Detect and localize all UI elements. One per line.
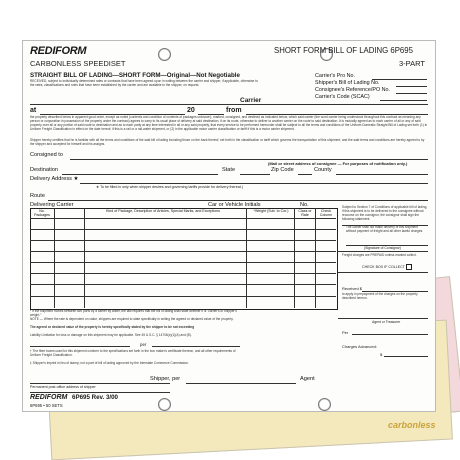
destination-label: Destination xyxy=(30,167,58,173)
received-amount-label: Received $ xyxy=(342,286,363,291)
delivering-carrier-label: Delivering Carrier xyxy=(30,202,74,208)
col-header-class: Class or Rate xyxy=(298,209,312,217)
brand-logo: REDIFORM xyxy=(30,45,87,57)
collect-checkbox[interactable] xyxy=(406,264,412,270)
delivery-address-label: Delivery Address ★ xyxy=(30,176,79,182)
form-title: SHORT FORM BILL OF LADING 6P695 xyxy=(274,46,413,55)
year-prefix: 20 xyxy=(187,107,195,114)
charges-advanced-dollar: $ xyxy=(380,352,383,357)
agreed-value-note: The agreed or declared value of the property is hereby specifically stated by the shipper to be not exceeding xyxy=(30,325,195,329)
mail-address-note: (Mail or street address of consignee — For purposes of notification only.) xyxy=(268,161,408,166)
punch-hole-bottom-right xyxy=(318,398,331,411)
per-label-side: Per xyxy=(342,330,349,335)
carrier-code-field[interactable]: Carrier's Code (SCAC) xyxy=(315,94,370,100)
articles-table xyxy=(30,208,338,310)
declared-value-note: NOTE — Where the rate is dependent on value, shippers are required to state specifically in writing the agreed or declared value of the property. xyxy=(30,317,234,321)
from-label: from xyxy=(226,107,242,114)
product-line: CARBONLESS SPEEDISET xyxy=(30,59,126,68)
car-vehicle-label: Car or Vehicle Initials xyxy=(208,202,261,208)
form-heading: STRAIGHT BILL OF LADING—SHORT FORM—Original—Not Negotiable xyxy=(30,72,240,79)
permanent-address-label: Permanent post-office address of shipper xyxy=(30,385,96,389)
shipper-certification: Shipper hereby certifies that he is familiar with all the terms and conditions of the said bill of lading including those on the back thereof, set forth in the classification or tariff which governs the transportation of this shipment, and the said terms and conditions are hereby agreed to by the shipper and accepted for himself and his assigns. xyxy=(30,138,425,146)
charges-advanced-label: Charges Advanced: xyxy=(342,344,377,349)
route-label: Route xyxy=(30,193,45,199)
agent-label: Agent xyxy=(300,376,315,382)
agent-treasurer-label: Agent or Treasurer xyxy=(372,320,401,324)
carrier-label: Carrier xyxy=(240,97,262,104)
carrier-fields xyxy=(315,73,427,101)
county-label: County xyxy=(314,167,332,173)
at-label: at xyxy=(30,107,37,114)
punch-hole-bottom-left xyxy=(158,398,171,411)
shipper-imprint-note: ‡ Shipper's imprint in lieu of stamp; not a part of bill of lading approved by the Interstate Commerce Commission. xyxy=(30,361,189,365)
water-carrier-note: * If the shipment moves between two ports by a carrier by water, the law requires that the bill of lading shall state whether it is "carrier's or shipper's weight." xyxy=(30,309,237,317)
fibre-boxes-note: † The fibre boxes used for this shipment conform to the specifications set forth in the box maker's certificate thereon, and all other requirements of Uniform Freight Classification. xyxy=(30,349,236,357)
carrier-pro-no-field[interactable]: Carrier's Pro No. xyxy=(315,73,355,79)
received-terms: RECEIVED, subject to individually determined rates or contracts that have been agreed upon in writing between the carrier and shipper, if applicable, otherwise to the rates, classifications and rules that have been established by the carrier and are available to the shipper, on request. xyxy=(30,79,258,87)
part-count: 3-PART xyxy=(399,59,425,68)
footer-sets: 6P695 • 50 SETS xyxy=(30,403,63,408)
consigned-to-label: Consigned to xyxy=(30,152,63,158)
shipper-bol-no-field[interactable]: Shipper's Bill of Lading No. xyxy=(315,80,380,86)
per-label: per xyxy=(140,342,147,347)
carrier-delivery-note: The carrier shall not make delivery of this shipment without payment of freight and all other lawful charges. xyxy=(346,225,424,233)
col-header-weight: *Weight (Sub. to Cor.) xyxy=(253,209,289,213)
col-header-check: Check Column xyxy=(319,209,333,217)
state-label: State xyxy=(222,167,236,173)
shipper-per-label: Shipper, per xyxy=(150,376,181,382)
col-header-description: Kind of Package, Description of Articles, Special Marks, and Exceptions xyxy=(106,209,220,213)
section7-note: Subject to Section 7 of Conditions of applicable bill of lading, if this shipment is to be delivered to the consignee without recourse on the consignor, the consignor shall sign the following statement: xyxy=(342,205,428,221)
footer-logo: REDIFORM xyxy=(30,394,68,401)
carbonless-label: carbonless xyxy=(388,420,436,430)
received-amount-note: to apply in prepayment of the charges on the property described hereon. xyxy=(342,292,418,300)
zip-code-label: Zip Code xyxy=(271,167,294,173)
consignor-signature-label: (Signature of Consignor) xyxy=(364,246,401,250)
footer-form-number: 6P695 Rev. 3/00 xyxy=(72,394,118,401)
freight-charges-note: Freight charges are PREPAID unless marked collect. xyxy=(342,253,417,257)
punch-hole-left xyxy=(158,48,171,61)
liability-note: Liability Limitation for loss or damage on this shipment may be applicable. See 49 U.S.C. § 14706(c)(1)(A) and (B). xyxy=(30,333,192,337)
col-header-packages: No. Packages xyxy=(34,209,50,217)
collect-checkbox-label xyxy=(362,264,412,270)
car-no-label: No. xyxy=(300,202,309,208)
delivery-note: ★ To be filled in only when shipper desires and governing tariffs provide for delivery thereat.) xyxy=(96,185,243,189)
consignee-ref-field[interactable]: Consignee's Reference/PO No. xyxy=(315,87,391,93)
collect-checkbox-text: CHECK BOX IF COLLECT xyxy=(362,264,405,269)
contract-terms: the property described below in apparent good order, except as noted (contents and condition of contents of packages unknown), marked, consigned, and destined as indicated below, which said carrier (the word carrier being understood throughout this contract as meaning any person or corporation in possession of the property under the contract) agrees to carry to its usual place of delivery at said destination, if on its route, otherwise to deliver to another carrier on the route to said destination. It is mutually agreed as to each carrier of all or any of said property over all or any portion of said route to destination and as to each party at any time interested in all or any said property, that every service to be performed hereunder shall be subject to all the terms and conditions of the Uniform Domestic Straight Bill of Lading set forth (1) in Uniform Freight Classification in effect on the date hereof, if this is a rail or a rail-water shipment, or (2) in the applicable motor carrier classification or tariff if this is a motor carrier shipment. xyxy=(30,115,428,131)
